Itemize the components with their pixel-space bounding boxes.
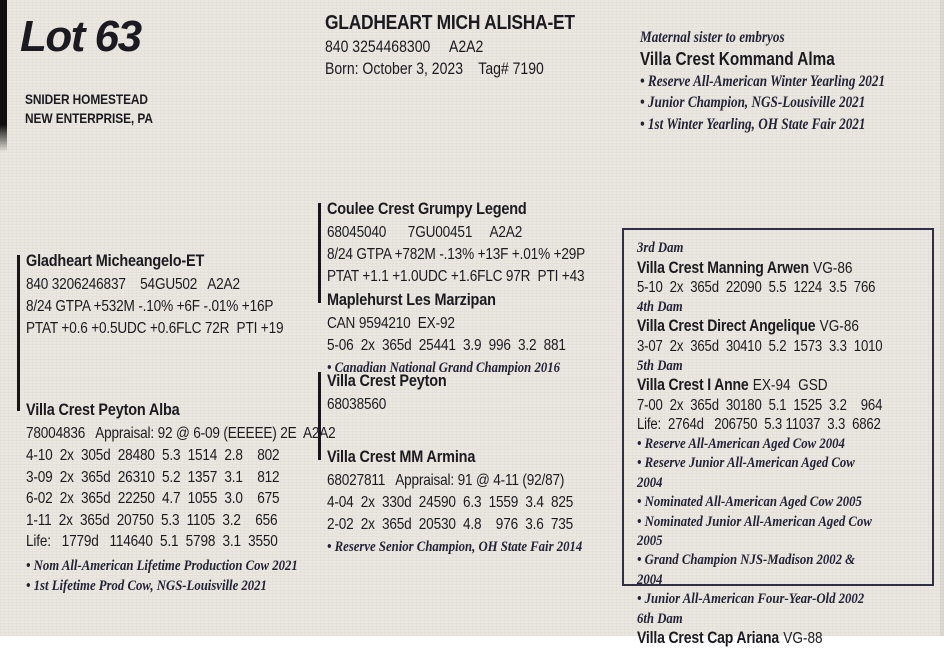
award-line: • Reserve Junior All-American Aged Cow 2004 [637,455,855,491]
animal-born: Born: October 3, 2023 [325,60,464,78]
maternal-sister-block [640,28,928,135]
dam-id-line: 78004836 Appraisal: 92 @ 6-09 (EEEEE) 2E A2A2 [26,425,336,442]
boxed-dam-name: Villa Crest I Anne [637,376,749,395]
award-line: • Reserve All-American Winter Yearling 2021 [640,73,886,90]
boxed-dam-name-line [637,629,881,649]
boxed-dam-score: EX-94 GSD [752,377,828,395]
dam-dam-awards [327,537,582,557]
maternal-sister-note: Maternal sister to embryos [640,29,785,46]
sire-sire-name: Coulee Crest Grumpy Legend [327,199,527,218]
dam-sire-id-line: 68038560 [327,396,387,413]
sire-name: Gladheart Micheangelo-ET [26,251,205,270]
page-edge-right-shade [940,0,944,636]
award-line: • Junior All-American Four-Year-Old 2002 [637,591,865,608]
sire-dam-id-line: CAN 9594210 EX-92 [327,315,455,332]
award-line: • Reserve Senior Champion, OH State Fair 2014 [327,539,583,555]
award-line: • 1st Winter Yearling, OH State Fair 2021 [640,115,866,133]
sire-proof-line-1: 8/24 GTPA +532M -.10% +6F -.01% +16P [26,298,274,315]
boxed-dam-name-line [637,376,881,396]
production-record-row: 4-04 2x 330d 24590 6.3 1559 3.4 825 [327,494,574,511]
animal-id-number: 840 3254468300 [325,38,431,56]
production-record-row: 7-00 2x 365d 30180 5.1 1525 3.2 964 [637,396,883,414]
award-line: • Nominated All-American Aged Cow 2005 [637,494,862,511]
pedigree-bracket-left [17,255,20,411]
production-record-row: 1-11 2x 365d 20750 5.3 1105 3.2 656 [26,511,278,529]
award-line: • 1st Lifetime Prod Cow, NGS-Louisville 2021 [26,577,267,594]
sire-sire-block [327,199,585,288]
dam-dam-production-records [327,492,582,535]
production-record-row: 5-06 2x 365d 25441 3.9 996 3.2 881 [327,337,566,354]
production-record-row: 2-02 2x 365d 20530 4.8 976 3.6 735 [327,515,574,533]
dam-sire-block [327,371,447,416]
sire-id-line: 840 3206246837 54GU502 A2A2 [26,276,240,293]
production-record-row: 6-02 2x 365d 22250 4.7 1055 3.0 675 [26,490,280,507]
award-line: • Canadian National Grand Champion 2016 [327,359,560,376]
sire-dam-production-records [327,335,566,357]
award-line: • Junior Champion, NGS-Lousiville 2021 [640,94,866,112]
maternal-sister-name: Villa Crest Kommand Alma [640,49,835,69]
dam-name: Villa Crest Peyton Alba [26,400,180,419]
dam-dam-id-line: 68027811 Appraisal: 91 @ 4-11 (92/87) [327,472,565,489]
sire-sire-id-line: 68045040 7GU00451 A2A2 [327,224,523,241]
sire-proof-line-2: PTAT +0.6 +0.5UDC +0.6FLC 72R PTI +19 [26,320,284,337]
dam-production-records [26,445,336,553]
lot-number: Lot 63 [20,12,141,61]
boxed-dam-name: Villa Crest Manning Arwen [637,258,809,277]
dam-sire-name: Villa Crest Peyton [327,371,447,390]
pedigree-bracket-center-top [318,203,321,303]
consignor-location: NEW ENTERPRISE, PA [25,110,153,126]
animal-id-line [325,36,575,58]
animal-born-line [325,58,575,80]
dam-generation-label: 5th Dam [637,357,683,374]
animal-name: GLADHEART MICH ALISHA-ET [325,11,575,34]
dam-generation-label: 6th Dam [637,610,683,627]
production-record-row: Life: 1779d 114640 5.1 5798 3.1 3550 [26,533,278,550]
dam-dam-block [327,447,627,557]
animal-header [325,10,575,80]
boxed-dam-score: VG-88 [783,630,823,648]
boxed-dam-score: VG-86 [819,318,859,336]
boxed-dam-name-line [637,259,881,279]
sire-block [26,251,283,340]
production-record-row: 3-07 2x 365d 30410 5.2 1573 3.3 1010 [637,337,883,355]
consignor-name: SNIDER HOMESTEAD [25,91,148,107]
boxed-dam-name: Villa Crest Direct Angelique [637,317,816,336]
dam-generation-label: 3rd Dam [637,240,684,256]
sire-dam-block [327,290,608,378]
boxed-dam-name-line [637,317,881,337]
boxed-dam-awards [637,435,881,610]
boxed-dam-name: Villa Crest Cap Ariana [637,629,780,648]
production-record-row: 5-10 2x 365d 22090 5.5 1224 3.5 766 [637,279,876,297]
award-line: • Reserve All-American Aged Cow 2004 [637,435,845,452]
maternal-line-box [622,228,934,648]
animal-beta-casein: A2A2 [449,38,484,56]
boxed-dam-score: VG-86 [813,259,853,277]
award-line: • Nominated Junior All-American Aged Cow 2005 [637,513,872,549]
dam-generation-label: 4th Dam [637,298,683,315]
dam-awards [26,556,336,596]
consignor-block [25,90,153,128]
animal-tag: Tag# 7190 [478,60,544,78]
maternal-sister-awards [640,71,885,135]
production-record-row: Life: 2764d 206750 5.3 11037 3.3 6862 [637,416,881,434]
page-edge-shadow [0,0,7,152]
sire-sire-proof-line-1: 8/24 GTPA +782M -.13% +13F +.01% +29P [327,246,586,263]
sire-sire-proof-line-2: PTAT +1.1 +1.0UDC +1.6FLC 97R PTI +43 [327,268,585,285]
production-record-row: 4-10 2x 305d 28480 5.3 1514 2.8 802 [26,447,280,464]
award-line: • Nom All-American Lifetime Production Cow 2021 [26,557,298,574]
sire-dam-name: Maplehurst Les Marzipan [327,290,496,309]
dam-dam-name: Villa Crest MM Armina [327,447,476,466]
award-line: • Grand Champion NJS-Madison 2002 & 2004 [637,552,856,588]
production-record-row: 3-09 2x 365d 26310 5.2 1357 3.1 812 [26,468,280,486]
